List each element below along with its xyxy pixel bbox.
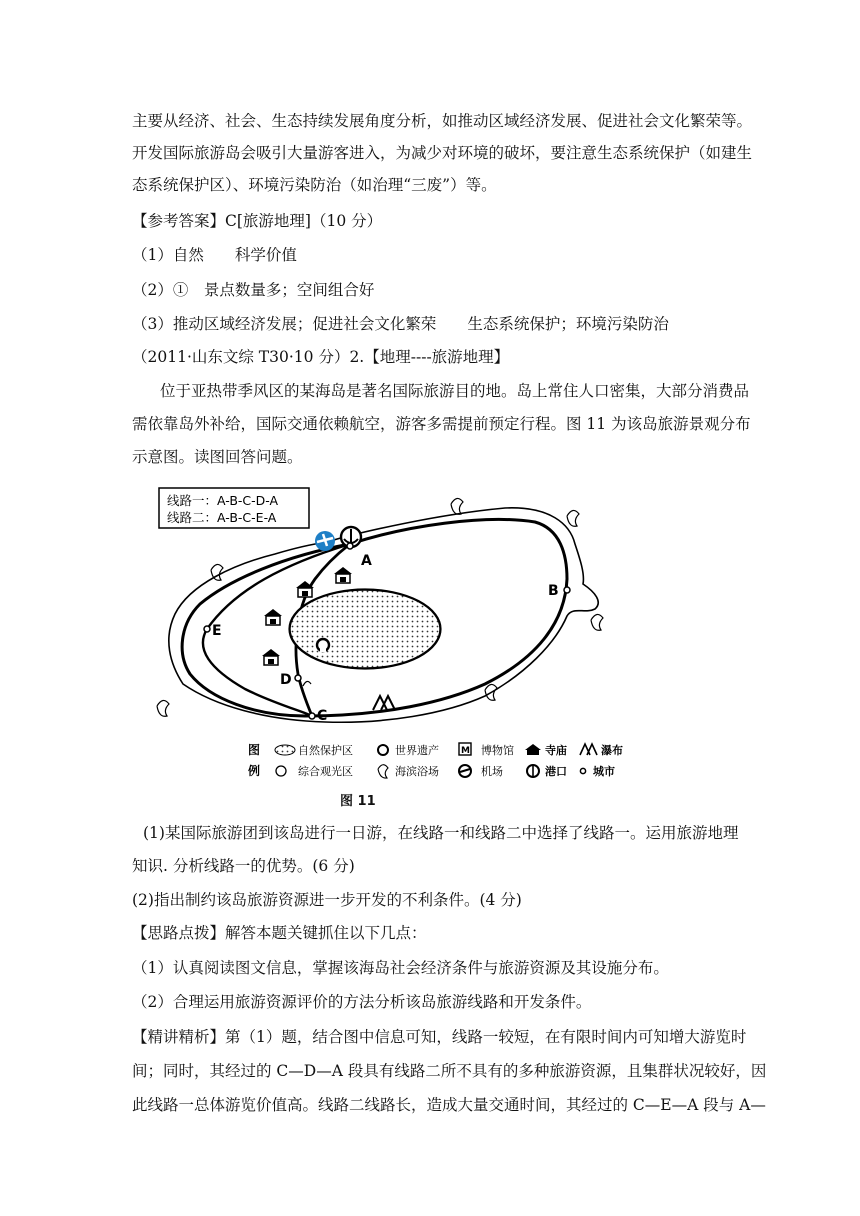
waterfall-icon: [373, 696, 395, 710]
temple-icon: [262, 649, 280, 665]
analysis-line: 间；同时，其经过的 C—D—A 段具有线路二所不具有的多种旅游资源，且集群状况较好，因: [132, 1062, 767, 1080]
legend-waterfall-icon: [580, 744, 597, 755]
legend-temple-icon: [525, 744, 541, 755]
legend-label: 博物馆: [481, 744, 514, 757]
paragraph-line: 态系统保护区）、环境污染防治（如治理“三废”）等。: [132, 176, 497, 194]
temple-icon: [334, 567, 352, 583]
legend-heritage-icon: [378, 745, 388, 755]
legend-scenic-icon: [276, 766, 286, 776]
legend-head-1: 图: [248, 743, 261, 757]
airport-icon: [315, 531, 335, 551]
hint-1: （1）认真阅读图文信息，掌握该海岛社会经济条件与旅游资源及其设施分布。: [132, 959, 669, 977]
answer-1: （1）自然 科学价值: [132, 246, 297, 264]
label-a: A: [361, 553, 372, 569]
legend-city-icon: [580, 768, 585, 773]
legend-label: 机场: [481, 765, 503, 778]
temple-icon: [264, 609, 282, 625]
legend-beach-icon: [378, 765, 388, 778]
world-heritage-icon: [317, 639, 329, 652]
city-a: [347, 543, 353, 549]
label-b: B: [548, 583, 559, 599]
question-1: (1)某国际旅游团到该岛进行一日游，在线路一和线路二中选择了线路一。运用旅游地理: [143, 824, 739, 842]
answer-heading: 【参考答案】C[旅游地理]（10 分）: [132, 212, 383, 230]
island-map-figure: [155, 484, 645, 784]
city-b: [564, 587, 570, 593]
city-c: [309, 713, 315, 719]
legend-label: 海滨浴场: [395, 765, 439, 778]
hint-heading: 【思路点拨】解答本题关键抓住以下几点：: [132, 924, 427, 942]
question-1-cont: 知识. 分析线路一的优势。(6 分): [132, 857, 355, 875]
analysis-line: 【精讲精析】第（1）题，结合图中信息可知，线路一较短，在有限时间内可知增大游览时: [132, 1028, 747, 1046]
map-legend: [248, 743, 623, 778]
nature-reserve: [290, 590, 440, 668]
island-map: [155, 484, 645, 784]
paragraph-line: 需依靠岛外补给，国际交通依赖航空，游客多需提前预定行程。图 11 为该岛旅游景观分布: [132, 415, 751, 433]
hint-2: （2）合理运用旅游资源评价的方法分析该岛旅游线路和开发条件。: [132, 993, 592, 1011]
route-1-label: 线路一：A-B-C-D-A: [167, 493, 279, 508]
question-2: (2)指出制约该岛旅游资源进一步开发的不利条件。(4 分): [132, 891, 522, 909]
city-d: [295, 675, 301, 681]
legend-label: 世界遗产: [395, 744, 439, 757]
paragraph-line: 位于亚热带季风区的某海岛是著名国际旅游目的地。岛上常住人口密集，大部分消费品: [160, 382, 750, 400]
legend-label: 港口: [545, 765, 567, 778]
answer-2: （2）① 景点数量多；空间组合好: [132, 281, 375, 299]
legend-label: 瀑布: [601, 744, 623, 757]
figure-caption: 图 11: [340, 794, 376, 809]
answer-3: （3）推动区域经济发展；促进社会文化繁荣 生态系统保护；环境污染防治: [132, 315, 669, 333]
route-2-label: 线路二：A-B-C-E-A: [167, 510, 277, 525]
legend-head-2: 例: [248, 764, 261, 778]
paragraph-line: 示意图。读图回答问题。: [132, 448, 303, 466]
legend-reserve-icon: [275, 745, 295, 755]
legend-label: 寺庙: [545, 744, 567, 757]
analysis-line: 此线路一总体游览价值高。线路二线路长，造成大量交通时间，其经过的 C—E—A 段与 A—: [132, 1096, 766, 1114]
legend-label: 城市: [593, 765, 615, 778]
paragraph-line: 开发国际旅游岛会吸引大量游客进入，为减少对环境的破坏，要注意生态系统保护（如建生: [132, 144, 753, 162]
label-c: C: [317, 708, 328, 724]
question-source: （2011·山东文综 T30·10 分）2.【地理----旅游地理】: [132, 348, 510, 366]
legend-label: 自然保护区: [298, 744, 353, 757]
legend-museum-glyph: M: [461, 746, 470, 756]
legend-label: 综合观光区: [298, 765, 353, 778]
paragraph-line: 主要从经济、社会、生态持续发展角度分析，如推动区域经济发展、促进社会文化繁荣等。: [132, 112, 753, 130]
label-d: D: [280, 672, 292, 688]
label-e: E: [212, 623, 222, 639]
city-e: [204, 626, 210, 632]
